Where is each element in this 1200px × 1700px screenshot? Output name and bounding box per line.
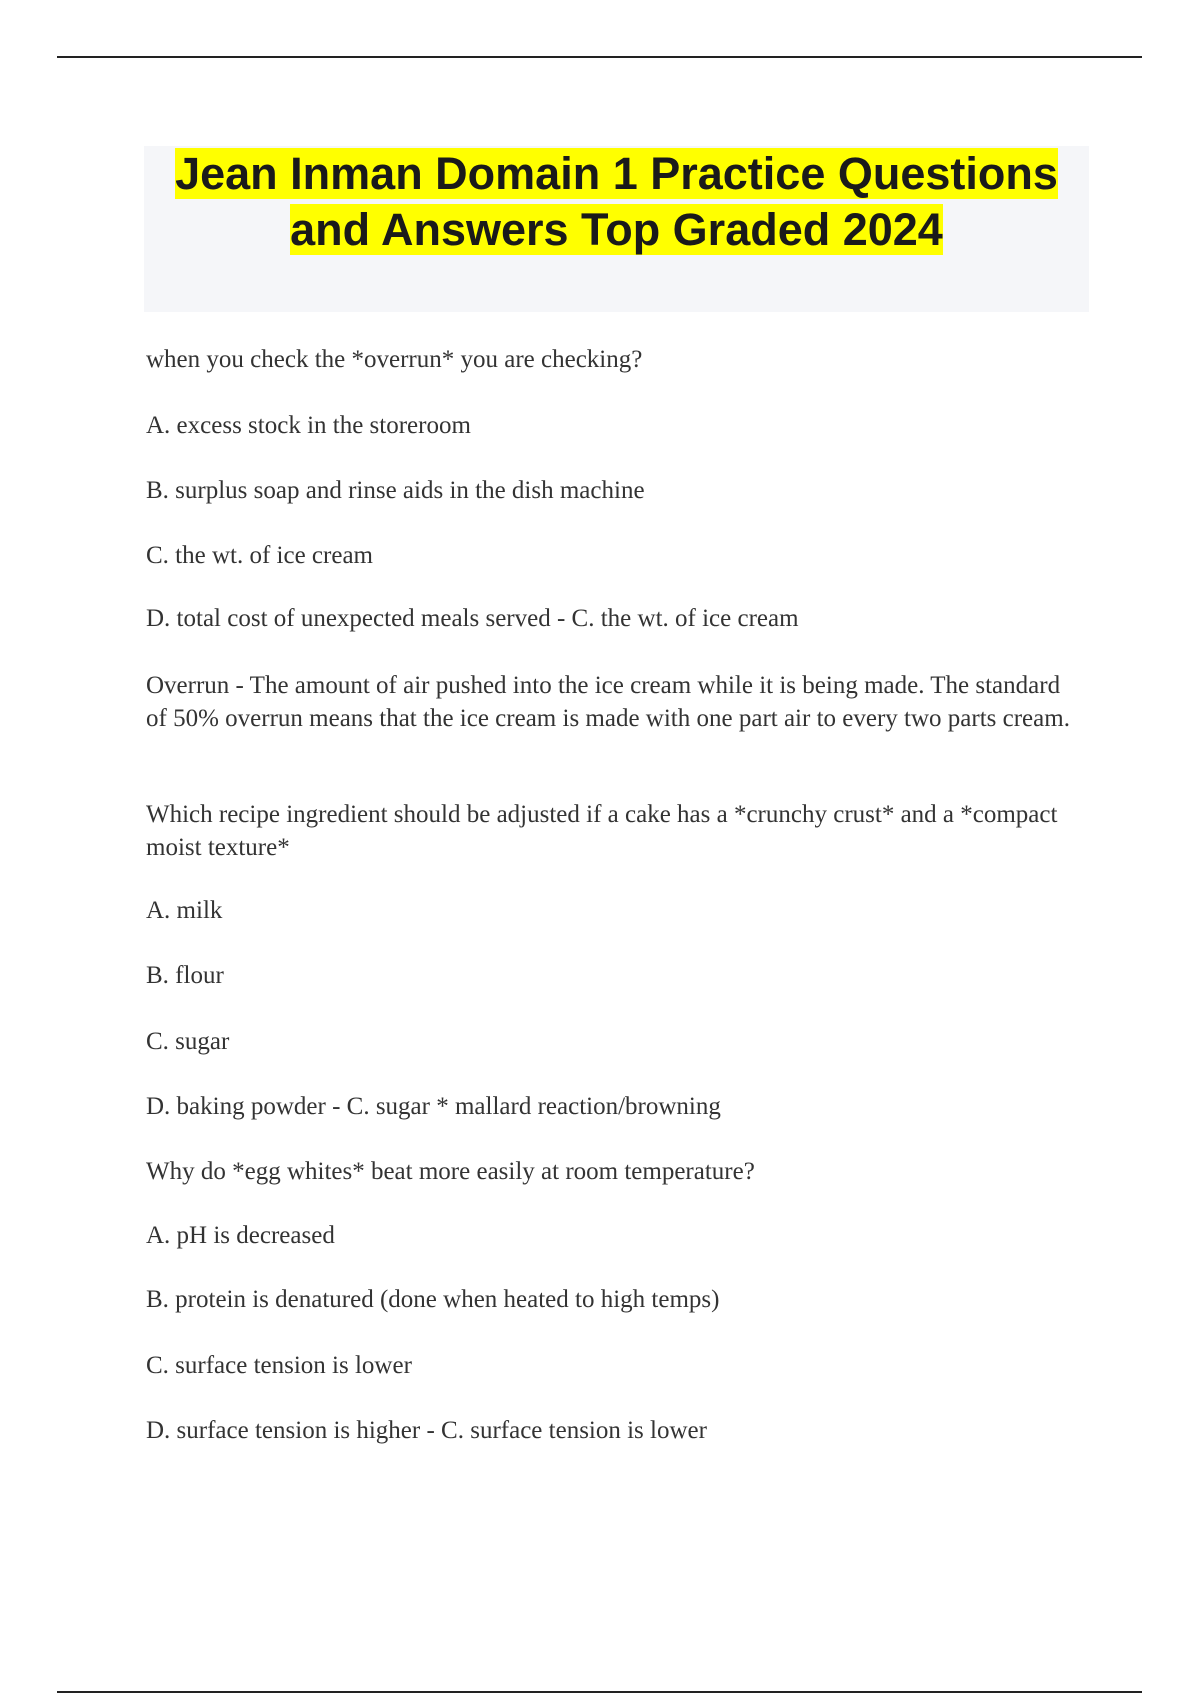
option-text: B. flour	[146, 962, 224, 989]
option-text: C. surface tension is lower	[146, 1352, 412, 1379]
bottom-rule	[57, 1691, 1142, 1693]
option-answer-text: D. baking powder - C. sugar * mallard reaction/browning	[146, 1093, 721, 1120]
question-text: when you check the *overrun* you are checking?	[146, 346, 643, 373]
option-answer-text: D. surface tension is higher - C. surface tension is lower	[146, 1417, 707, 1444]
option-text: A. excess stock in the storeroom	[146, 412, 471, 439]
document-title	[144, 146, 1089, 258]
option-text: A. pH is decreased	[146, 1222, 335, 1249]
question-text: Which recipe ingredient should be adjusted if a cake has a *crunchy crust* and a *compact moist texture*	[146, 801, 1058, 861]
top-rule	[57, 56, 1142, 58]
option-text: B. protein is denatured (done when heated to high temps)	[146, 1286, 720, 1313]
title-text: Jean Inman Domain 1 Practice Questions and Answers Top Graded 2024	[175, 148, 1058, 255]
option-text: C. the wt. of ice cream	[146, 542, 373, 569]
title-box	[144, 146, 1089, 312]
option-text: C. sugar	[146, 1028, 230, 1055]
question-text: Why do *egg whites* beat more easily at room temperature?	[146, 1158, 755, 1185]
option-text: B. surplus soap and rinse aids in the dish machine	[146, 477, 645, 504]
option-text: A. milk	[146, 897, 223, 924]
explanation-text: Overrun - The amount of air pushed into the ice cream while it is being made. The standard of 50% overrun means that the ice cream is made with one part air to every two parts cream.	[146, 672, 1070, 732]
option-answer-text: D. total cost of unexpected meals served - C. the wt. of ice cream	[146, 605, 799, 632]
